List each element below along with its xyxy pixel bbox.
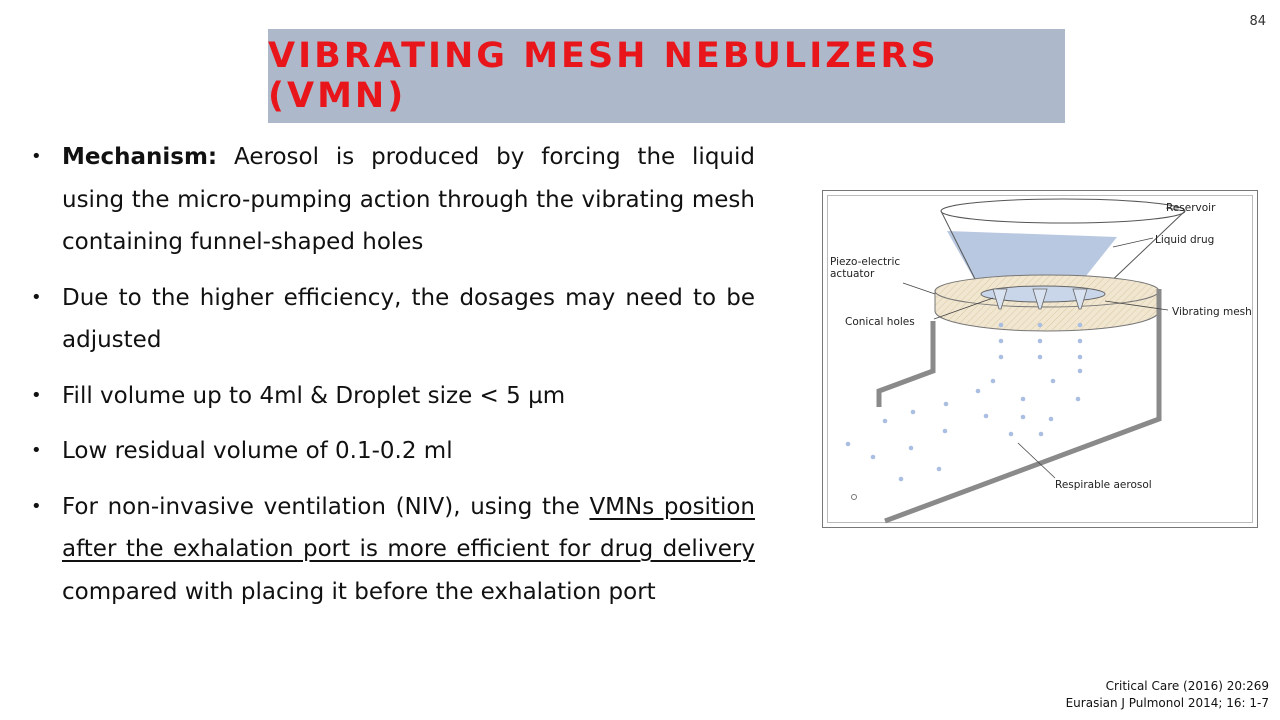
page-title: VIBRATING MESH NEBULIZERS (VMN) (268, 36, 939, 116)
reservoir-rim (941, 199, 1185, 223)
page-number: 84 (1249, 14, 1266, 29)
bullet-list (28, 136, 755, 626)
citation-line: Eurasian J Pulmonol 2014; 16: 1-7 (1065, 696, 1269, 710)
bullet-marker: • (31, 384, 42, 406)
nebulizer-diagram (822, 190, 1258, 528)
niv-text-end: compared with placing it before the exhalation port (62, 578, 656, 605)
nebulizer-illustration (823, 191, 1259, 529)
reservoir-right-wall (1105, 211, 1185, 287)
mechanism-label: Mechanism: (62, 144, 218, 170)
niv-underlined-text: VMNs position after the exhalation port is more efficient for drug delivery (62, 493, 755, 562)
citations (1066, 678, 1269, 712)
pipe-left-wall (879, 321, 933, 407)
label-liquid-drug: Liquid drug (1155, 234, 1215, 246)
list-item (28, 486, 755, 614)
fill-volume-text: Fill volume up to 4ml & Droplet size < 5 µm (62, 382, 566, 409)
label-reservoir: Reservoir (1166, 202, 1216, 214)
bullet-marker: • (31, 286, 42, 308)
label-piezo-line1: Piezo-electric (830, 256, 901, 268)
bullet-marker: • (31, 440, 42, 461)
citation-line: Critical Care (2016) 20:269 (1105, 679, 1269, 693)
list-item (28, 430, 755, 473)
label-vibrating-mesh: Vibrating mesh (1172, 306, 1252, 318)
small-ring-icon (852, 495, 857, 500)
bullet-marker: • (31, 146, 42, 167)
residual-volume-text: Low residual volume of 0.1-0.2 ml (62, 438, 453, 464)
bullet-marker: • (31, 495, 42, 517)
list-item (28, 375, 755, 418)
label-conical-holes: Conical holes (845, 316, 915, 328)
dosage-text: Due to the higher efficiency, the dosages may need to be adjusted (62, 284, 755, 353)
mechanism-text: Aerosol is produced by forcing the liquid using the micro-pumping action through the vibrating mesh containing funnel-shaped holes (62, 144, 755, 255)
title-banner (268, 29, 1065, 123)
label-respirable-aerosol: Respirable aerosol (1055, 479, 1152, 491)
label-piezo-line2: actuator (830, 268, 875, 280)
niv-text-start: For non-invasive ventilation (NIV), using the (62, 493, 590, 520)
list-item (28, 136, 755, 264)
list-item (28, 277, 755, 362)
